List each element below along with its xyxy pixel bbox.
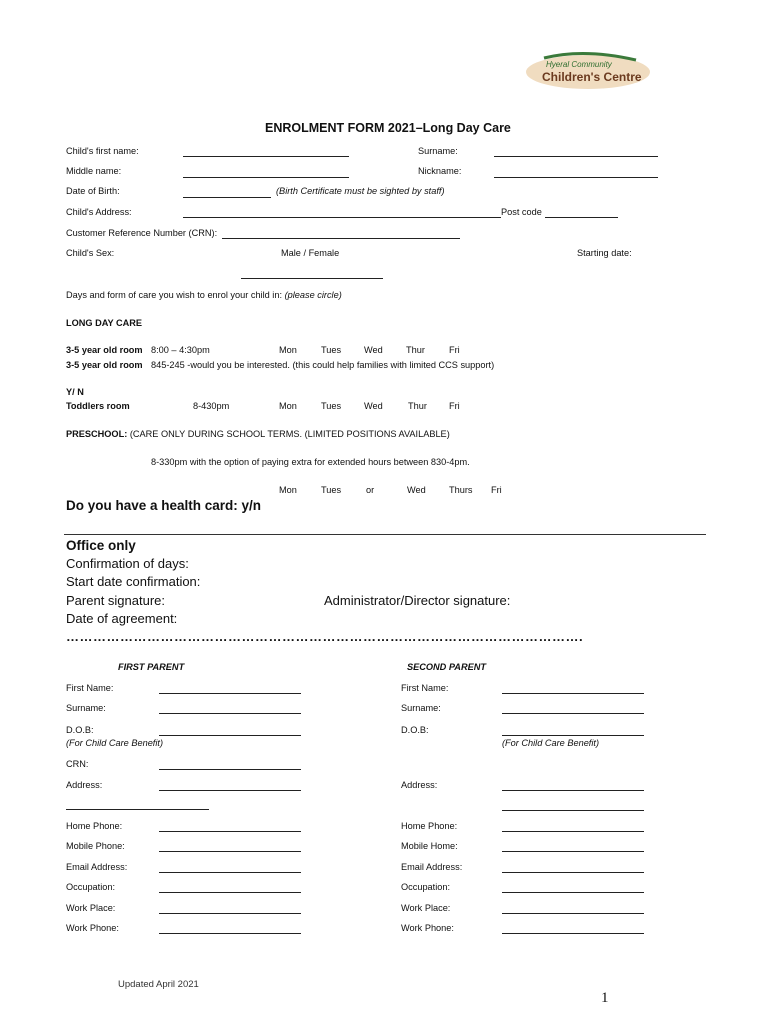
p2-dob-label: D.O.B: [401, 725, 429, 735]
p2-home-phone-label: Home Phone: [401, 821, 458, 831]
p1-dob-field[interactable] [159, 735, 301, 736]
p1-address-label: Address: [66, 780, 103, 790]
page-number: 1 [601, 990, 609, 1006]
room1-day-wed[interactable]: Wed [364, 345, 383, 355]
start-date-confirmation-label: Start date confirmation: [66, 574, 201, 589]
child-address-label: Child's Address: [66, 207, 132, 217]
child-surname-label: Surname: [418, 146, 458, 156]
admin-signature-label: Administrator/Director signature: [324, 593, 511, 608]
room1-day-fri[interactable]: Fri [449, 345, 460, 355]
room2-name: 3-5 year old room [66, 360, 143, 370]
room1-day-mon[interactable]: Mon [279, 345, 297, 355]
p1-work-phone-label: Work Phone: [66, 923, 119, 933]
preschool-label: PRESCHOOL: [66, 429, 128, 439]
p1-crn-field[interactable] [159, 769, 301, 770]
care-intro-text: Days and form of care you wish to enrol your child in: [66, 290, 283, 300]
p1-mobile-phone-label: Mobile Phone: [66, 841, 125, 851]
p1-first-name-field[interactable] [159, 693, 301, 694]
room1-time: 8:00 – 4:30pm [151, 345, 210, 355]
preschool-note: (CARE ONLY DURING SCHOOL TERMS. (LIMITED POSITIONS AVAILABLE) [129, 429, 450, 439]
form-title: ENROLMENT FORM 2021–Long Day Care [265, 121, 511, 135]
first-parent-heading: FIRST PARENT [118, 662, 185, 672]
p2-surname-field[interactable] [502, 713, 644, 714]
p2-first-name-field[interactable] [502, 693, 644, 694]
toddlers-day-tues[interactable]: Tues [321, 401, 342, 411]
p1-address-field[interactable] [159, 790, 301, 791]
child-first-name-field[interactable] [183, 156, 349, 157]
p2-mobile-home-field[interactable] [502, 851, 644, 852]
room1-day-tues[interactable]: Tues [321, 345, 342, 355]
p1-occupation-label: Occupation: [66, 882, 116, 892]
room1-day-thur[interactable]: Thur [406, 345, 425, 355]
child-first-name-label: Child's first name: [66, 146, 139, 156]
preschool-day-fri[interactable]: Fri [491, 485, 502, 495]
toddlers-day-mon[interactable]: Mon [279, 401, 297, 411]
p1-dob-label: D.O.B: [66, 725, 94, 735]
p1-surname-field[interactable] [159, 713, 301, 714]
p2-mobile-home-label: Mobile Home: [401, 841, 458, 851]
toddlers-day-thur[interactable]: Thur [408, 401, 427, 411]
preschool-line [66, 429, 450, 439]
p2-address-field[interactable] [502, 790, 644, 791]
childrens-centre-logo [524, 50, 654, 92]
child-crn-label: Customer Reference Number (CRN): [66, 228, 218, 238]
child-sex-options[interactable]: Male / Female [281, 248, 340, 258]
parent-signature-label: Parent signature: [66, 593, 166, 608]
child-dob-note: (Birth Certificate must be sighted by staff) [276, 186, 445, 196]
child-middle-name-label: Middle name: [66, 166, 122, 176]
p1-address-field-2[interactable] [66, 809, 209, 810]
p2-surname-label: Surname: [401, 703, 441, 713]
p2-work-phone-label: Work Phone: [401, 923, 454, 933]
p2-work-place-label: Work Place: [401, 903, 451, 913]
starting-date-label: Starting date: [577, 248, 632, 258]
toddlers-room-name: Toddlers room [66, 401, 130, 411]
child-surname-field[interactable] [494, 156, 658, 157]
child-sex-label: Child's Sex: [66, 248, 115, 258]
second-parent-heading: SECOND PARENT [407, 662, 486, 672]
p1-home-phone-label: Home Phone: [66, 821, 123, 831]
p1-crn-label: CRN: [66, 759, 89, 769]
p1-work-place-field[interactable] [159, 913, 301, 914]
postcode-field[interactable] [545, 217, 618, 218]
care-intro [66, 290, 342, 300]
child-middle-name-field[interactable] [183, 177, 349, 178]
p2-work-place-field[interactable] [502, 913, 644, 914]
p2-email-field[interactable] [502, 872, 644, 873]
yn-label[interactable]: Y/ N [66, 387, 84, 397]
child-dob-field[interactable] [183, 197, 271, 198]
p1-ccb-note: (For Child Care Benefit) [66, 738, 164, 748]
preschool-day-wed[interactable]: Wed [407, 485, 426, 495]
preschool-day-mon[interactable]: Mon [279, 485, 297, 495]
p1-work-place-label: Work Place: [66, 903, 116, 913]
care-intro-note: (please circle) [284, 290, 342, 300]
p2-first-name-label: First Name: [401, 683, 449, 693]
child-address-field[interactable] [183, 217, 501, 218]
long-day-care-heading: LONG DAY CARE [66, 318, 143, 328]
preschool-hours: 8-330pm with the option of paying extra for extended hours between 830-4pm. [151, 457, 470, 467]
date-of-agreement-label: Date of agreement: [66, 611, 178, 626]
p2-dob-field[interactable] [502, 735, 644, 736]
p1-surname-label: Surname: [66, 703, 106, 713]
child-nickname-label: Nickname: [418, 166, 462, 176]
starting-date-field[interactable] [241, 278, 383, 279]
p2-address-label: Address: [401, 780, 438, 790]
toddlers-room-time: 8-430pm [193, 401, 230, 411]
child-nickname-field[interactable] [494, 177, 658, 178]
child-dob-label: Date of Birth: [66, 186, 120, 196]
child-crn-field[interactable] [222, 238, 460, 239]
p2-ccb-note: (For Child Care Benefit) [502, 738, 600, 748]
preschool-day-thurs[interactable]: Thurs [449, 485, 473, 495]
section-divider [64, 534, 706, 535]
p2-work-phone-field[interactable] [502, 933, 644, 934]
p1-email-field[interactable] [159, 872, 301, 873]
toddlers-day-wed[interactable]: Wed [364, 401, 383, 411]
toddlers-day-fri[interactable]: Fri [449, 401, 460, 411]
health-card-question[interactable]: Do you have a health card: y/n [66, 498, 262, 513]
dotted-signature-line[interactable]: ……………………………………………………………………………………………………. [66, 629, 584, 644]
room1-name: 3-5 year old room [66, 345, 143, 355]
svg-text:Children's Centre: Children's Centre [542, 70, 642, 84]
p2-occupation-label: Occupation: [401, 882, 451, 892]
svg-text:Hyeral Community: Hyeral Community [546, 60, 612, 69]
p2-email-label: Email Address: [401, 862, 463, 872]
p2-occupation-field[interactable] [502, 892, 644, 893]
p1-work-phone-field[interactable] [159, 933, 301, 934]
p2-address-field-2[interactable] [502, 810, 644, 811]
p1-email-label: Email Address: [66, 862, 128, 872]
preschool-day-tues[interactable]: Tues [321, 485, 342, 495]
room2-text: 845-245 -would you be interested. (this could help families with limited CCS support) [151, 360, 495, 370]
preschool-or: or [366, 485, 375, 495]
updated-note: Updated April 2021 [118, 979, 199, 990]
confirmation-of-days-label: Confirmation of days: [66, 556, 189, 571]
postcode-label: Post code [501, 207, 542, 217]
p1-occupation-field[interactable] [159, 892, 301, 893]
p1-mobile-phone-field[interactable] [159, 851, 301, 852]
p2-home-phone-field[interactable] [502, 831, 644, 832]
p1-first-name-label: First Name: [66, 683, 114, 693]
office-only-heading: Office only [66, 538, 136, 553]
p1-home-phone-field[interactable] [159, 831, 301, 832]
